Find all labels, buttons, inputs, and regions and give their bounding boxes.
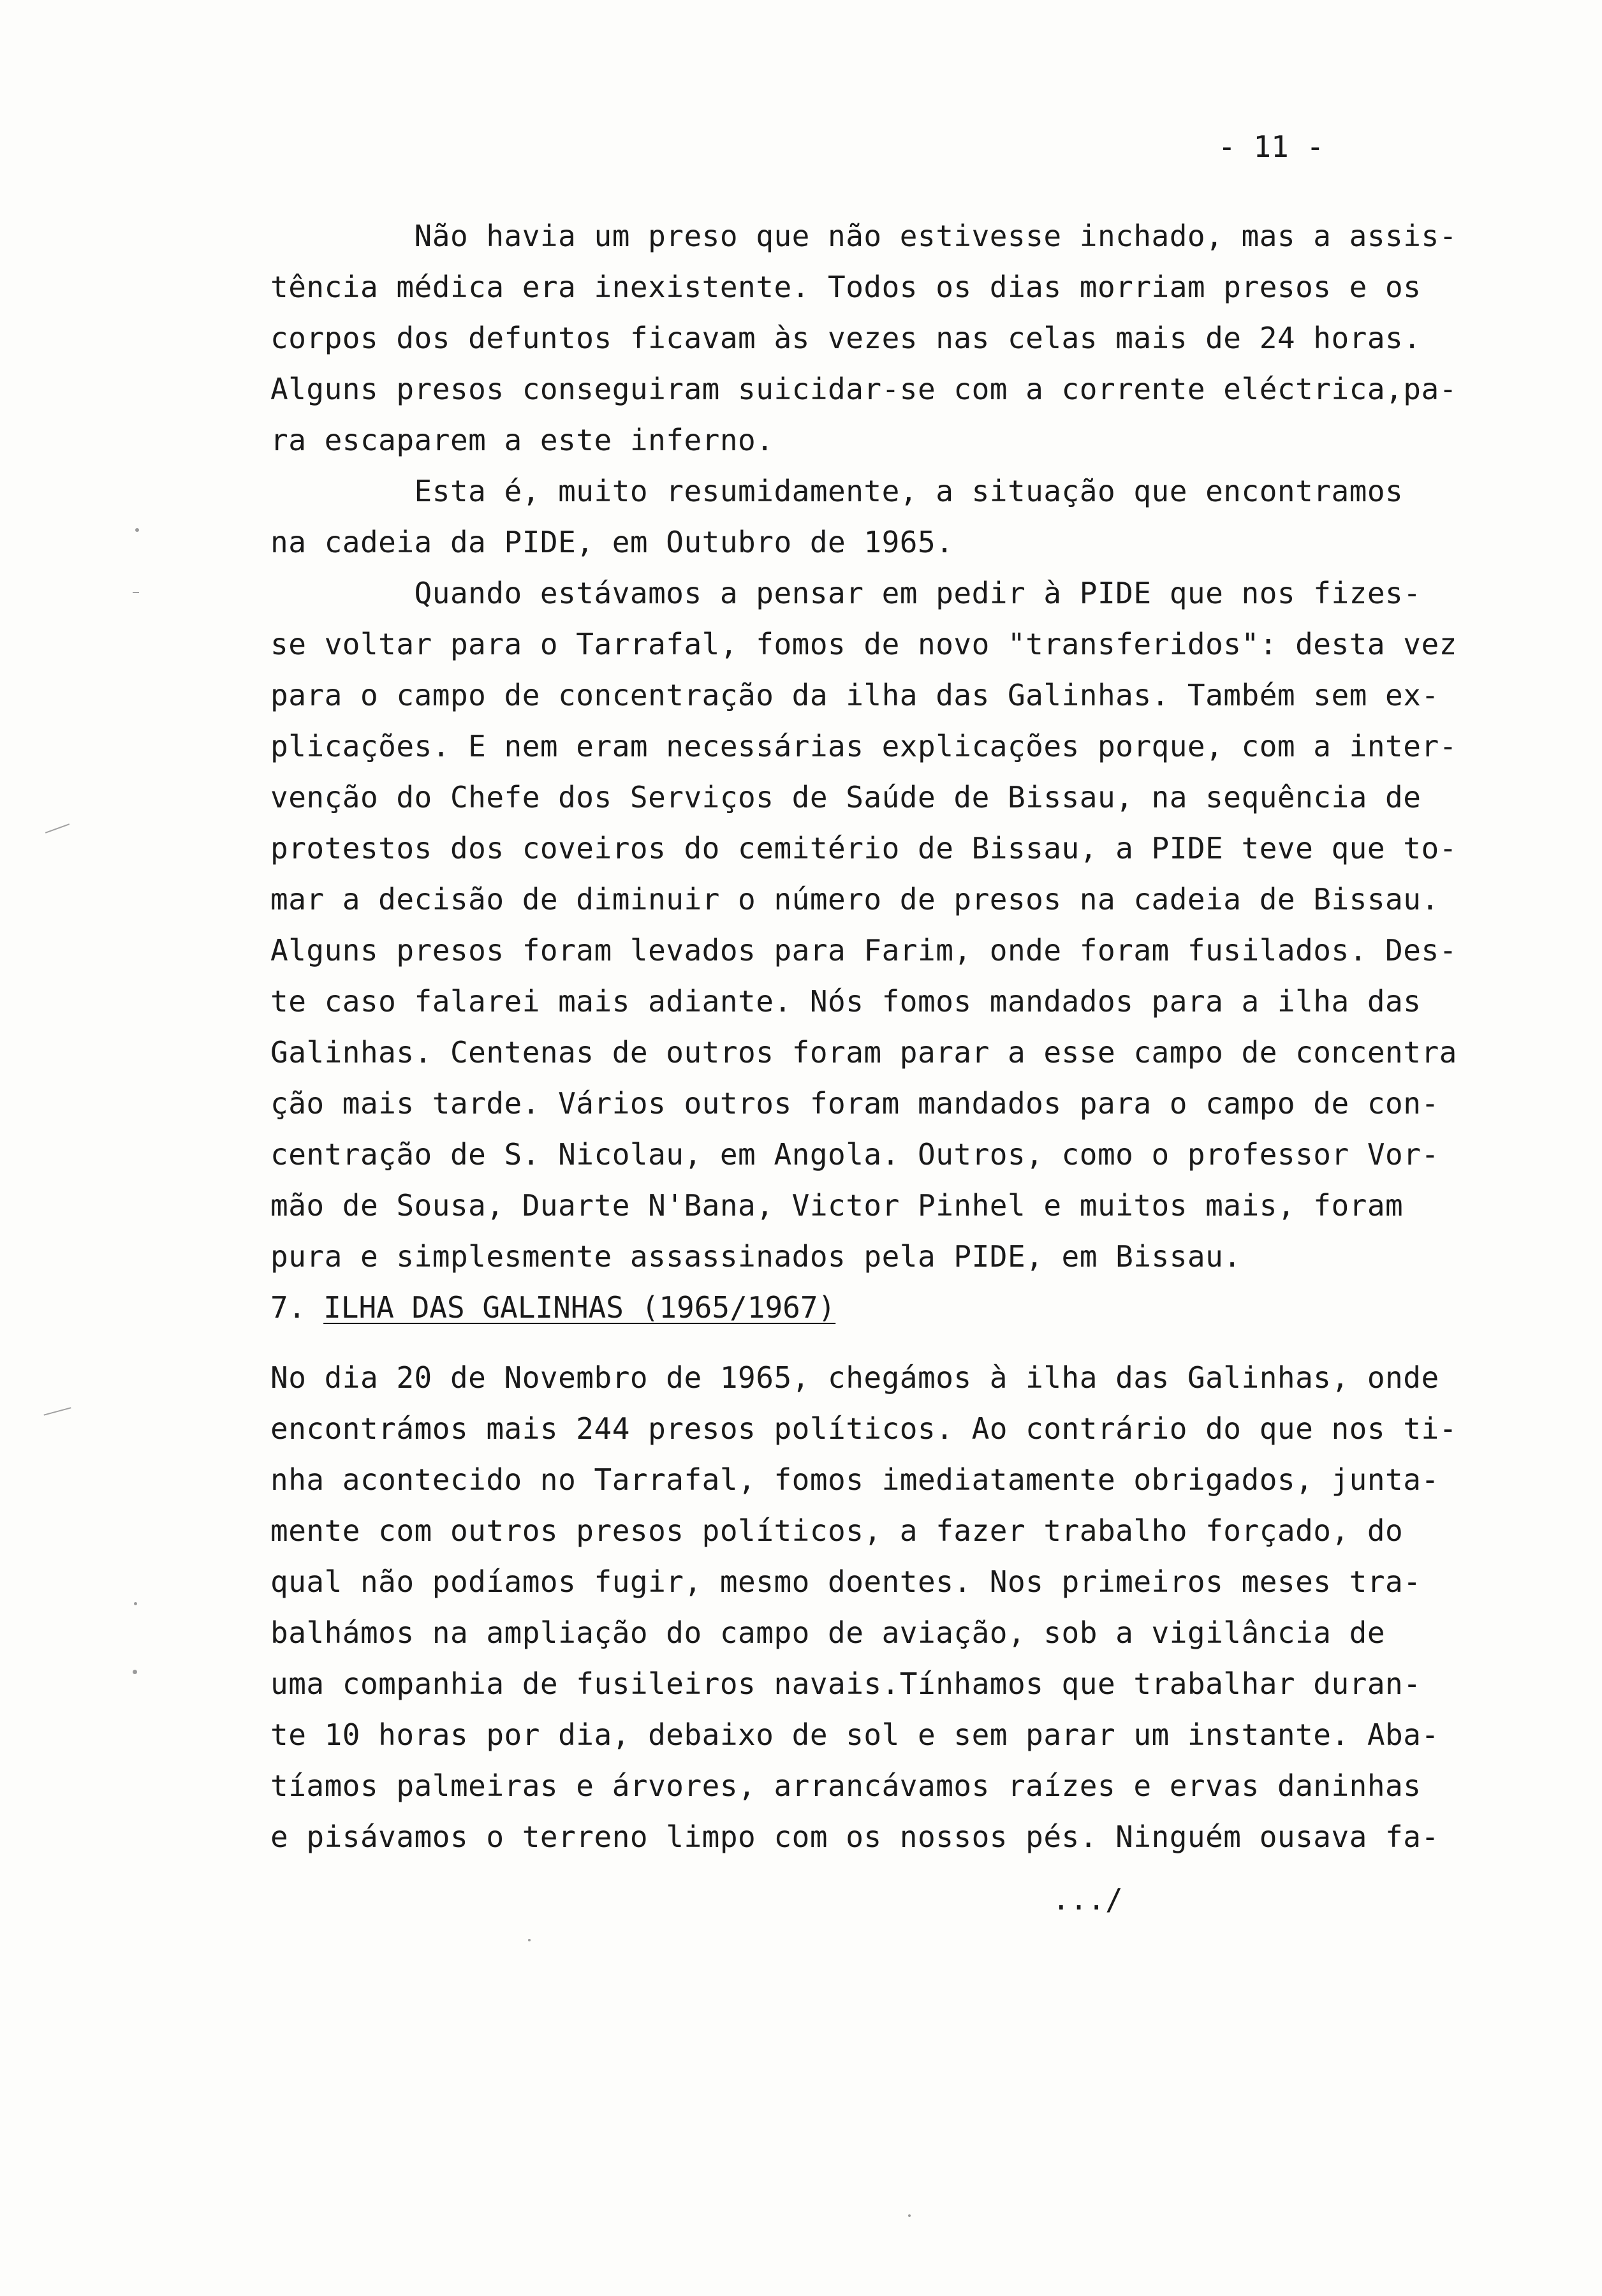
scan-speck bbox=[134, 1602, 137, 1605]
text-line: encontrámos mais 244 presos políticos. Ao contrário do que nos ti- bbox=[270, 1411, 1457, 1446]
section-number: 7. bbox=[270, 1290, 324, 1325]
scan-mark bbox=[133, 592, 139, 593]
text-line: Quando estávamos a pensar em pedir à PIDE que nos fizes- bbox=[270, 576, 1422, 610]
text-line: mão de Sousa, Duarte N'Bana, Victor Pinhel e muitos mais, foram bbox=[270, 1188, 1404, 1223]
text-line: balhámos na ampliação do campo de aviação, sob a vigilância de bbox=[270, 1615, 1386, 1650]
scan-speck bbox=[133, 1670, 137, 1674]
text-line: pura e simplesmente assassinados pela PIDE, em Bissau. bbox=[270, 1239, 1242, 1274]
text-line: te 10 horas por dia, debaixo de sol e sem parar um instante. Aba- bbox=[270, 1718, 1439, 1752]
text-line: se voltar para o Tarrafal, fomos de novo "transferidos": desta vez bbox=[270, 627, 1457, 661]
page-number: - 11 - bbox=[1218, 129, 1325, 164]
text-line: na cadeia da PIDE, em Outubro de 1965. bbox=[270, 525, 954, 559]
scan-mark bbox=[43, 1407, 71, 1415]
scan-speck bbox=[135, 528, 139, 532]
document-body bbox=[270, 210, 1520, 1862]
text-line: para o campo de concentração da ilha das Galinhas. Também sem ex- bbox=[270, 678, 1439, 712]
text-line: Não havia um preso que não estivesse inchado, mas a assis- bbox=[270, 219, 1457, 253]
text-line: mar a decisão de diminuir o número de presos na cadeia de Bissau. bbox=[270, 882, 1439, 916]
text-line: e pisávamos o terreno limpo com os nossos pés. Ninguém ousava fa- bbox=[270, 1820, 1439, 1854]
text-line: Alguns presos foram levados para Farim, onde foram fusilados. Des- bbox=[270, 933, 1457, 968]
paragraph bbox=[270, 210, 1520, 466]
paragraph bbox=[270, 1352, 1520, 1862]
text-line: ção mais tarde. Vários outros foram mandados para o campo de con- bbox=[270, 1086, 1439, 1121]
section-heading bbox=[270, 1282, 1520, 1333]
text-line: nha acontecido no Tarrafal, fomos imediatamente obrigados, junta- bbox=[270, 1462, 1439, 1497]
text-line: uma companhia de fusileiros navais.Tínhamos que trabalhar duran- bbox=[270, 1667, 1422, 1701]
paragraph bbox=[270, 568, 1520, 1282]
paragraph bbox=[270, 466, 1520, 568]
text-line: protestos dos coveiros do cemitério de Bissau, a PIDE teve que to- bbox=[270, 831, 1457, 865]
text-line: te caso falarei mais adiante. Nós fomos mandados para a ilha das bbox=[270, 984, 1422, 1019]
text-line: qual não podíamos fugir, mesmo doentes. Nos primeiros meses tra- bbox=[270, 1564, 1422, 1599]
text-line: ra escaparem a este inferno. bbox=[270, 423, 774, 457]
text-line: Galinhas. Centenas de outros foram parar a esse campo de concentra bbox=[270, 1035, 1457, 1070]
text-line: tência médica era inexistente. Todos os dias morriam presos e os bbox=[270, 270, 1422, 304]
text-line: mente com outros presos políticos, a fazer trabalho forçado, do bbox=[270, 1513, 1404, 1548]
scan-mark bbox=[45, 823, 70, 834]
text-line: venção do Chefe dos Serviços de Saúde de Bissau, na sequência de bbox=[270, 780, 1422, 814]
text-line: Esta é, muito resumidamente, a situação que encontramos bbox=[270, 474, 1404, 508]
text-line: tíamos palmeiras e árvores, arrancávamos raízes e ervas daninhas bbox=[270, 1769, 1422, 1803]
text-line: No dia 20 de Novembro de 1965, chegámos à ilha das Galinhas, onde bbox=[270, 1360, 1439, 1395]
text-line: plicações. E nem eram necessárias explicações porque, com a inter- bbox=[270, 729, 1457, 763]
scan-speck bbox=[528, 1939, 531, 1941]
text-line: corpos dos defuntos ficavam às vezes nas celas mais de 24 horas. bbox=[270, 321, 1422, 355]
text-line: centração de S. Nicolau, em Angola. Outros, como o professor Vor- bbox=[270, 1137, 1439, 1172]
scan-speck bbox=[908, 2214, 911, 2217]
text-line: Alguns presos conseguiram suicidar-se com a corrente eléctrica,pa- bbox=[270, 372, 1457, 406]
continuation-mark: .../ bbox=[1052, 1882, 1123, 1917]
section-title: ILHA DAS GALINHAS (1965/1967) bbox=[323, 1290, 836, 1325]
